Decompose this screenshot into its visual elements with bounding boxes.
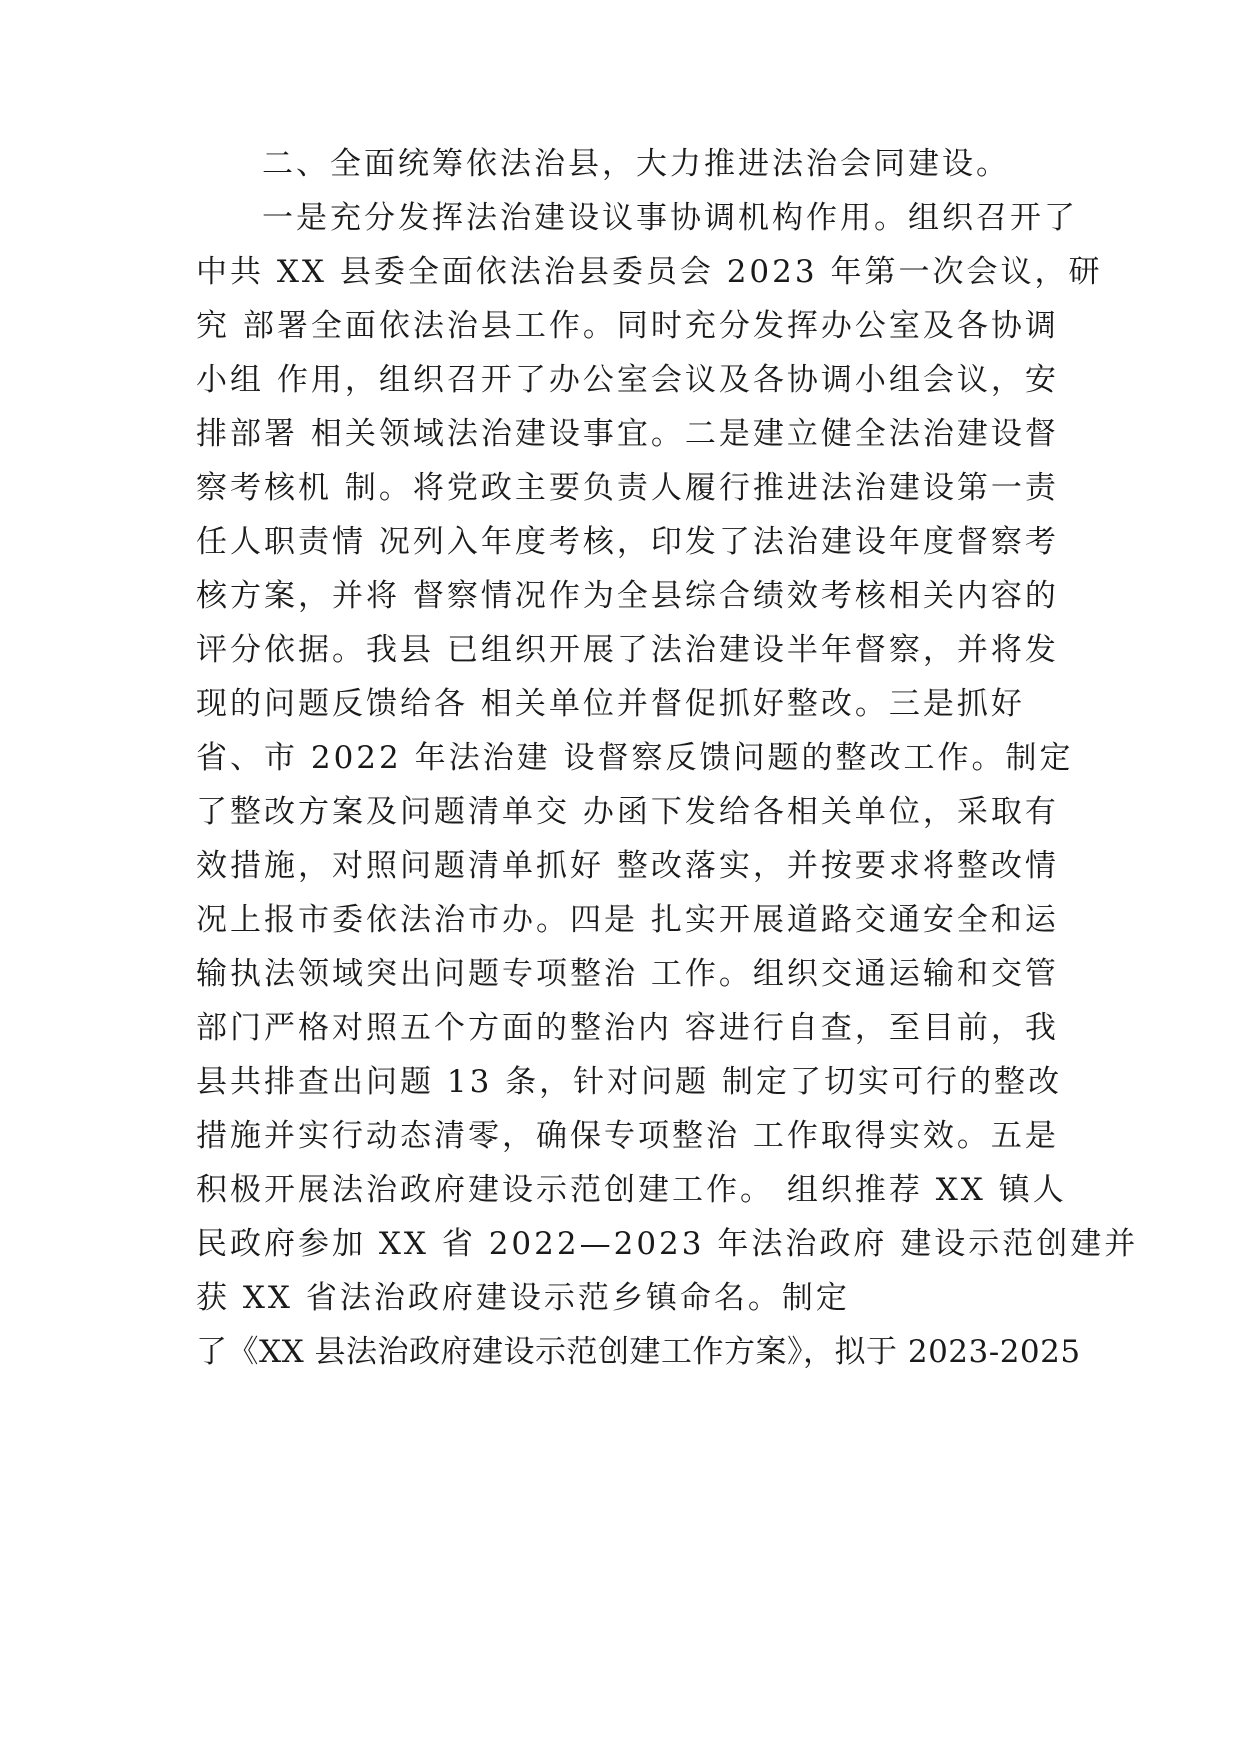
paragraph-line: 评分依据。我县 已组织开展了法治建设半年督察，并将发 xyxy=(196,632,1059,668)
paragraph-line: 积极开展法治政府建设示范创建工作。 组织推荐 XX 镇人 xyxy=(196,1172,1067,1208)
paragraph-line: 排部署 相关领域法治建设事宜。二是建立健全法治建设督 xyxy=(196,416,1059,452)
paragraph-line: 究 部署全面依法治县工作。同时充分发挥办公室及各协调 xyxy=(196,308,1059,344)
paragraph-line: 一是充分发挥法治建设议事协调机构作用。组织召开了 xyxy=(262,200,1078,236)
paragraph-line: 获 XX 省法治政府建设示范乡镇命名。制定 xyxy=(196,1280,850,1316)
paragraph-line: 部门严格对照五个方面的整治内 容进行自查，至目前，我 xyxy=(196,1010,1059,1046)
paragraph-line: 省、市 2022 年法治建 设督察反馈问题的整改工作。制定 xyxy=(196,740,1074,776)
paragraph-line: 核方案，并将 督察情况作为全县综合绩效考核相关内容的 xyxy=(196,578,1059,614)
paragraph-line: 任人职责情 况列入年度考核，印发了法治建设年度督察考 xyxy=(196,524,1059,560)
paragraph-line: 了《XX 县法治政府建设示范创建工作方案》，拟于 2023-2025 xyxy=(196,1334,1081,1370)
paragraph-line: 输执法领域突出问题专项整治 工作。组织交通运输和交管 xyxy=(196,956,1059,992)
paragraph-line: 小组 作用，组织召开了办公室会议及各协调小组会议，安 xyxy=(196,362,1059,398)
paragraph-line: 况上报市委依法治市办。四是 扎实开展道路交通安全和运 xyxy=(196,902,1059,938)
paragraph-line: 县共排查出问题 13 条，针对问题 制定了切实可行的整改 xyxy=(196,1064,1063,1100)
paragraph-line: 措施并实行动态清零，确保专项整治 工作取得实效。五是 xyxy=(196,1118,1059,1154)
paragraph-line: 效措施，对照问题清单抓好 整改落实，并按要求将整改情 xyxy=(196,848,1059,884)
paragraph-line: 现的问题反馈给各 相关单位并督促抓好整改。三是抓好 xyxy=(196,686,1025,722)
paragraph-line: 民政府参加 XX 省 2022—2023 年法治政府 建设示范创建并 xyxy=(196,1226,1139,1262)
paragraph-line: 了整改方案及问题清单交 办函下发给各相关单位，采取有 xyxy=(196,794,1059,830)
paragraph-line: 中共 XX 县委全面依法治县委员会 2023 年第一次会议，研 xyxy=(196,254,1103,290)
section-heading: 二、全面统筹依法治县，大力推进法治会同建设。 xyxy=(262,146,1010,182)
paragraph-line: 察考核机 制。将党政主要负责人履行推进法治建设第一责 xyxy=(196,470,1059,506)
